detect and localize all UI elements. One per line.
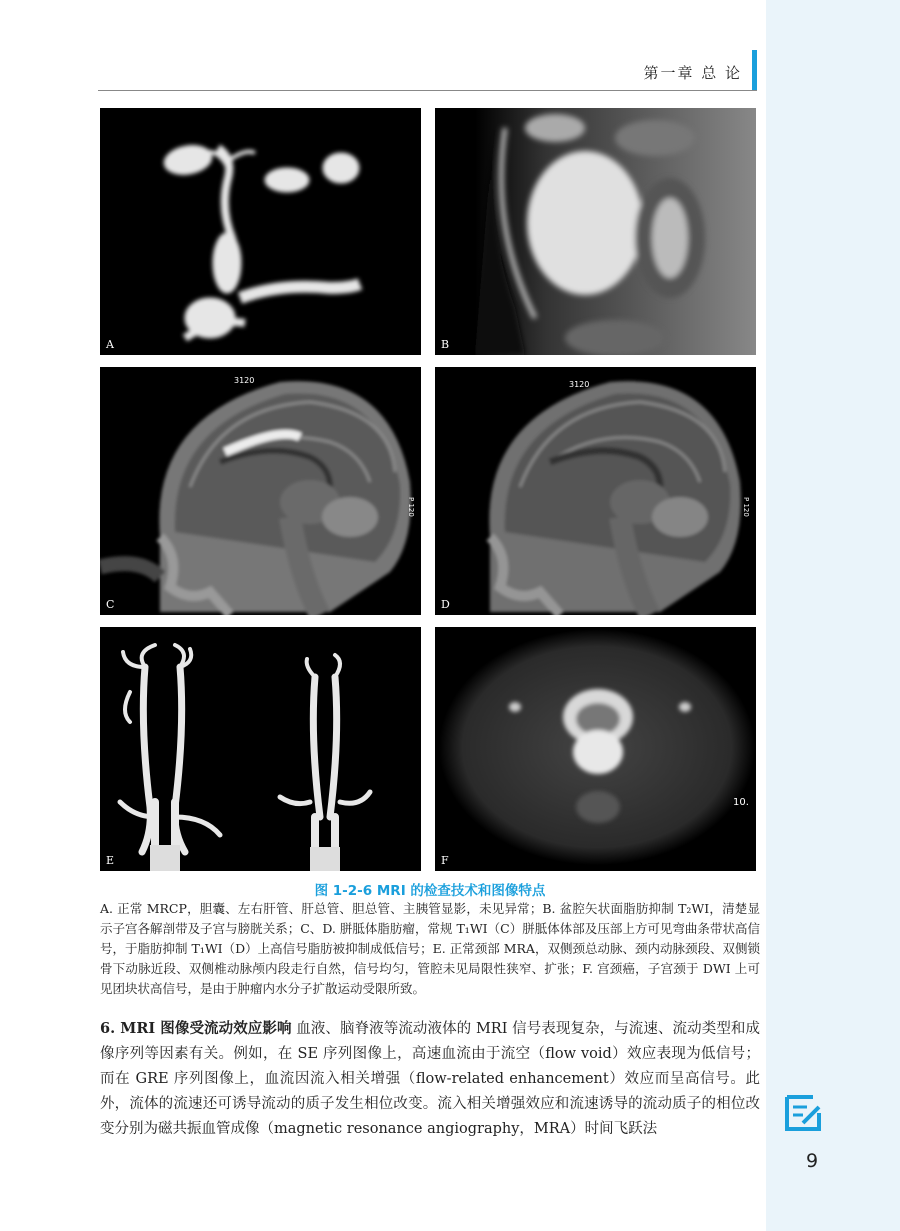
body-paragraph xyxy=(100,1016,760,1142)
panel-label: D xyxy=(441,598,450,611)
mrcp-image xyxy=(100,108,421,355)
pelvis-dwi-image xyxy=(435,627,756,871)
pelvis-sagittal-image xyxy=(435,108,756,355)
scan-mark-c-side: P 120 xyxy=(407,497,415,517)
figure-panel-d xyxy=(435,367,756,615)
page-number: 9 xyxy=(806,1150,819,1172)
figure-panel-e xyxy=(100,627,421,871)
figure-panel-f xyxy=(435,627,756,871)
panel-label: C xyxy=(106,598,115,611)
paragraph-text: 血液、脑脊液等流动液体的 MRI 信号表现复杂，与流速、流动类型和成像序列等因素有关。例如，在 SE 序列图像上，高速血流由于流空（flow void）效应表现为低信号；而在 GRE 序列图像上，血流因流入相关增强（flow-related enhancement）效应而呈高信号。此外，流体的流速还可诱导流动的质子发生相位改变。流入相关增强效应和流速诱导的流动质子的相位改变分别为磁共振血管成像（magnetic resonance angiography，MRA）时间飞跃法 xyxy=(100,1021,760,1137)
neck-mra-image xyxy=(100,627,421,871)
panel-label: A xyxy=(106,338,114,351)
scan-mark-d-top: 3120 xyxy=(569,380,590,389)
panel-label: E xyxy=(106,854,115,867)
header-rule xyxy=(98,90,757,91)
header-accent-bar xyxy=(752,50,757,90)
note-edit-icon xyxy=(783,1093,823,1133)
figure-panel-a xyxy=(100,108,421,355)
scan-mark-c-top: 3120 xyxy=(234,376,255,385)
scan-mark-f-side: 10. xyxy=(733,797,749,808)
panel-label: F xyxy=(441,854,449,867)
panel-label: B xyxy=(441,338,450,351)
page-sidebar xyxy=(766,0,900,1231)
figure-caption-title: 图 1-2-6 MRI 的检查技术和图像特点 xyxy=(314,883,546,899)
brain-sagittal-fatsat-image xyxy=(435,367,756,615)
figure-panel-c xyxy=(100,367,421,615)
figure-panel-b xyxy=(435,108,756,355)
paragraph-lead: 6. MRI 图像受流动效应影响 xyxy=(100,1020,292,1037)
figure-caption-text: A. 正常 MRCP，胆囊、左右肝管、肝总管、胆总管、主胰管显影，未见异常；B. 盆腔矢状面脂肪抑制 T₂WI，清楚显示子宫各解剖带及子宫与膀胱关系；C、D. 胼胝体脂肪瘤，常规 T₁WI（C）胼胝体体部及压部上方可见弯曲条带状高信号，于脂肪抑制 T₁WI（D）上高信号脂肪被抑制成低信号；E. 正常颈部 MRA，双侧颈总动脉、颈内动脉颈段、双侧锁骨下动脉近段、双侧椎动脉颅内段走行自然，信号均匀，管腔未见局限性狭窄、扩张；F. 宫颈癌，子宫颈于 DWI 上可见团块状高信号，是由于肿瘤内水分子扩散运动受限所致。 xyxy=(100,901,760,996)
brain-sagittal-t1-image xyxy=(100,367,421,615)
chapter-header: 第一章 总 论 xyxy=(643,64,742,82)
scan-mark-d-side: P 120 xyxy=(742,497,750,517)
